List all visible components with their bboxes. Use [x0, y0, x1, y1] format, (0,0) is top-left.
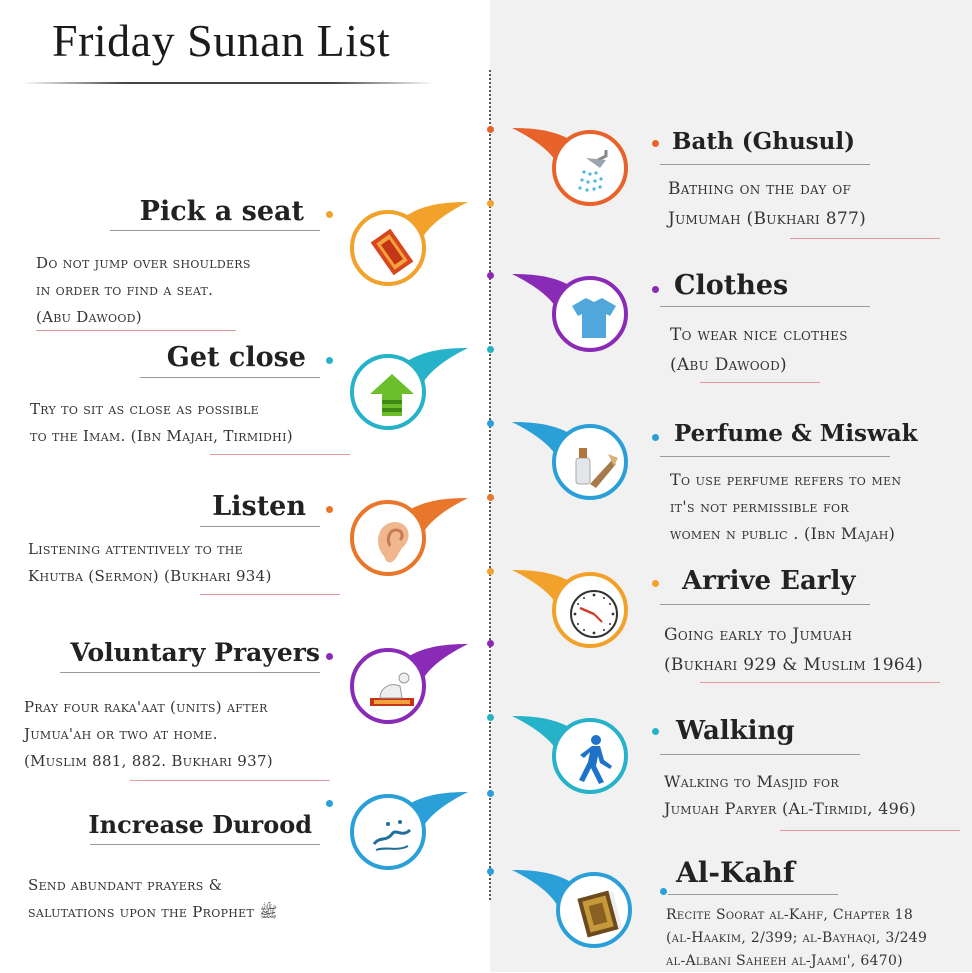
item-description: Do not jump over shoulders in order to find a seat. (Abu Dawood) [36, 254, 251, 326]
heading-rule [660, 306, 870, 307]
item-heading: Voluntary Prayers [70, 638, 320, 667]
heading-rule [660, 604, 870, 605]
timeline-dot [487, 568, 494, 575]
description-rule [130, 780, 330, 781]
heading-bullet [660, 888, 667, 895]
tshirt-icon [568, 292, 620, 344]
item-description: Going early to Jumuah (Bukhari 929 & Muslim 1964) [664, 625, 924, 675]
item-description: Walking to Masjid for Jumuah Paryer (Al-Tirmidi, 496) [664, 772, 917, 818]
icon-circle [350, 210, 426, 286]
timeline-dot [487, 272, 494, 279]
heading-bullet [652, 286, 659, 293]
description-rule [700, 682, 940, 683]
heading-rule [90, 844, 320, 845]
heading-bullet [652, 140, 659, 147]
shower-icon [568, 146, 620, 198]
item-description: Recite Soorat al-Kahf, Chapter 18 (al-Haakim, 2/399; al-Bayhaqi, 3/249 al-Albani Saheeh al-Jaami', 6470) [666, 907, 928, 969]
walking-person-icon [568, 734, 620, 786]
icon-circle [552, 276, 628, 352]
item-heading: Listen [212, 491, 306, 522]
timeline-dot [487, 200, 494, 207]
item-heading: Get close [166, 342, 306, 373]
item-heading: Bath (Ghusul) [672, 128, 855, 155]
icon-circle [552, 424, 628, 500]
item-heading: Arrive Early [682, 566, 856, 596]
item-description: Pray four raka'aat (units) after Jumua'ah or two at home. (Muslim 881, 882. Bukhari 937) [24, 698, 273, 770]
heading-rule [110, 230, 320, 231]
timeline-dot [487, 420, 494, 427]
icon-circle [350, 648, 426, 724]
icon-circle [552, 130, 628, 206]
item-heading: Clothes [674, 270, 789, 301]
timeline-dot [487, 868, 494, 875]
heading-bullet [326, 506, 333, 513]
heading-bullet [326, 211, 333, 218]
ear-icon [366, 516, 418, 568]
timeline-dot [487, 640, 494, 647]
item-description: Bathing on the day of Jumumah (Bukhari 877) [668, 179, 867, 229]
heading-rule [660, 456, 890, 457]
item-description: To use perfume refers to men it's not permissible for women n public . (Ibn Majah) [670, 470, 902, 543]
timeline-dot [487, 126, 494, 133]
heading-rule [660, 754, 860, 755]
timeline-dot [487, 346, 494, 353]
icon-circle [552, 572, 628, 648]
item-heading: Pick a seat [139, 196, 304, 227]
heading-rule [660, 164, 870, 165]
heading-bullet [326, 800, 333, 807]
page-title: Friday Sunan List [52, 15, 391, 66]
description-rule [700, 382, 820, 383]
heading-bullet [652, 728, 659, 735]
description-rule [210, 454, 350, 455]
description-rule [780, 830, 960, 831]
heading-rule [140, 377, 320, 378]
item-heading: Perfume & Miswak [674, 420, 918, 447]
up-arrow-icon [366, 370, 418, 422]
icon-circle [350, 794, 426, 870]
timeline-dot [487, 494, 494, 501]
item-description: Try to sit as close as possible to the Imam. (Ibn Majah, Tirmidhi) [30, 400, 293, 445]
item-description: Listening attentively to the Khutba (Sermon) (Bukhari 934) [28, 540, 272, 585]
praying-person-icon [366, 664, 418, 716]
heading-bullet [326, 653, 333, 660]
quran-book-icon [572, 888, 624, 940]
heading-bullet [326, 357, 333, 364]
clock-icon [568, 588, 620, 640]
description-rule [790, 238, 940, 239]
prayer-mat-icon [366, 226, 418, 278]
description-rule [36, 330, 236, 331]
item-description: To wear nice clothes (Abu Dawood) [670, 325, 848, 375]
icon-circle [552, 718, 628, 794]
timeline-dot [487, 714, 494, 721]
title-underline [22, 82, 434, 84]
timeline-line [489, 70, 491, 900]
description-rule [200, 594, 340, 595]
calligraphy-icon [366, 810, 418, 862]
heading-rule [60, 672, 320, 673]
item-heading: Al-Kahf [676, 856, 795, 889]
heading-rule [668, 894, 838, 895]
heading-bullet [652, 580, 659, 587]
heading-rule [200, 526, 320, 527]
icon-circle [556, 872, 632, 948]
heading-bullet [652, 434, 659, 441]
item-heading: Walking [676, 716, 795, 746]
icon-circle [350, 354, 426, 430]
icon-circle [350, 500, 426, 576]
perfume-miswak-icon [568, 440, 620, 492]
item-description: Send abundant prayers & salutations upon the Prophet ﷺ [28, 876, 278, 921]
item-heading: Increase Durood [88, 810, 312, 839]
timeline-dot [487, 790, 494, 797]
